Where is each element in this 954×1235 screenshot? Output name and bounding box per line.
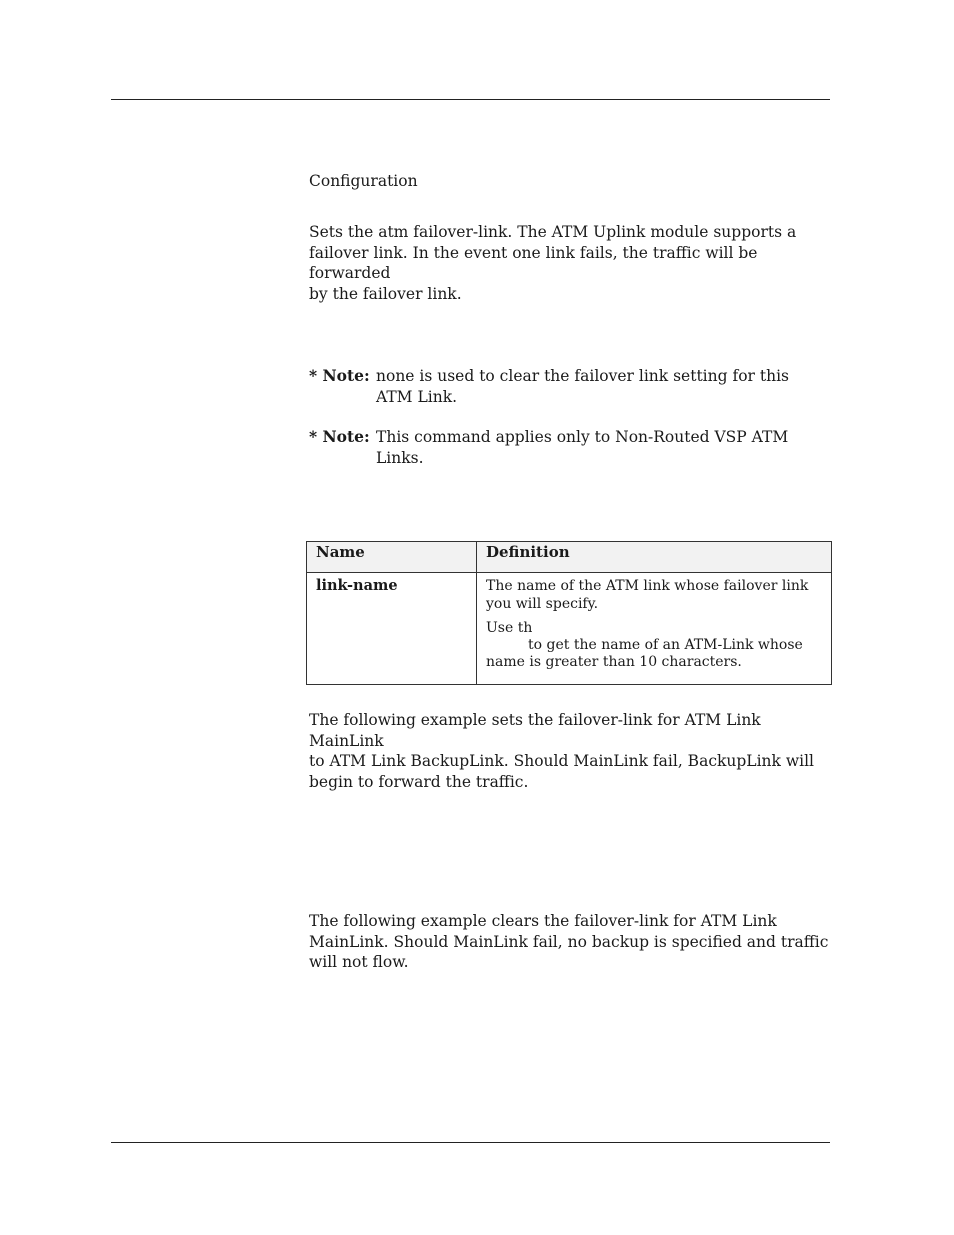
description-line: by the failover link.	[309, 284, 462, 303]
note-label: * Note:	[309, 366, 370, 385]
example-clear-failover	[309, 911, 834, 973]
description-line: failover link. In the event one link fails, the traffic will be forwarded	[309, 243, 758, 282]
note-clear-failover	[309, 366, 829, 407]
note-line: ATM Link.	[376, 387, 458, 406]
example-line: to ATM Link BackupLink. Should MainLink fail, BackupLink will	[309, 752, 814, 770]
note-label: * Note:	[309, 427, 370, 446]
note-line: none is used to clear the failover link setting for this	[376, 367, 789, 385]
definition-line: The name of the ATM link whose failover link	[486, 578, 809, 594]
description-line: Sets the atm failover-link. The ATM Uplink module supports a	[309, 223, 797, 241]
example-set-failover	[309, 710, 834, 792]
footer-rule	[111, 1142, 830, 1143]
param-name: link-name	[307, 573, 477, 685]
note-body	[376, 427, 829, 468]
table-header-row	[307, 542, 832, 573]
usage-line: to get the name of an ATM-Link whose	[528, 637, 803, 653]
note-line: Links.	[376, 448, 424, 467]
header-name: Name	[307, 542, 477, 573]
example-line: begin to forward the traffic.	[309, 772, 529, 791]
table-row	[307, 573, 832, 685]
command-mode: Configuration	[309, 172, 418, 190]
example-line: The following example clears the failover-link for ATM Link	[309, 912, 777, 930]
command-description	[309, 222, 834, 304]
example-line: The following example sets the failover-link for ATM Link MainLink	[309, 711, 761, 750]
usage-line: name is greater than 10 characters.	[486, 654, 742, 670]
note-body	[376, 366, 829, 407]
usage-text	[486, 620, 822, 671]
usage-line: Use th	[486, 620, 533, 636]
example-line: MainLink. Should MainLink fail, no backup is specified and traffic	[309, 932, 829, 951]
param-definition	[477, 573, 832, 685]
header-definition: Definition	[477, 542, 832, 573]
example-line: will not flow.	[309, 953, 409, 971]
parameter-table	[306, 541, 832, 685]
note-line: This command applies only to Non-Routed VSP ATM	[376, 428, 789, 446]
definition-line: you will specify.	[486, 595, 599, 612]
header-rule	[111, 99, 830, 100]
note-non-routed	[309, 427, 829, 468]
